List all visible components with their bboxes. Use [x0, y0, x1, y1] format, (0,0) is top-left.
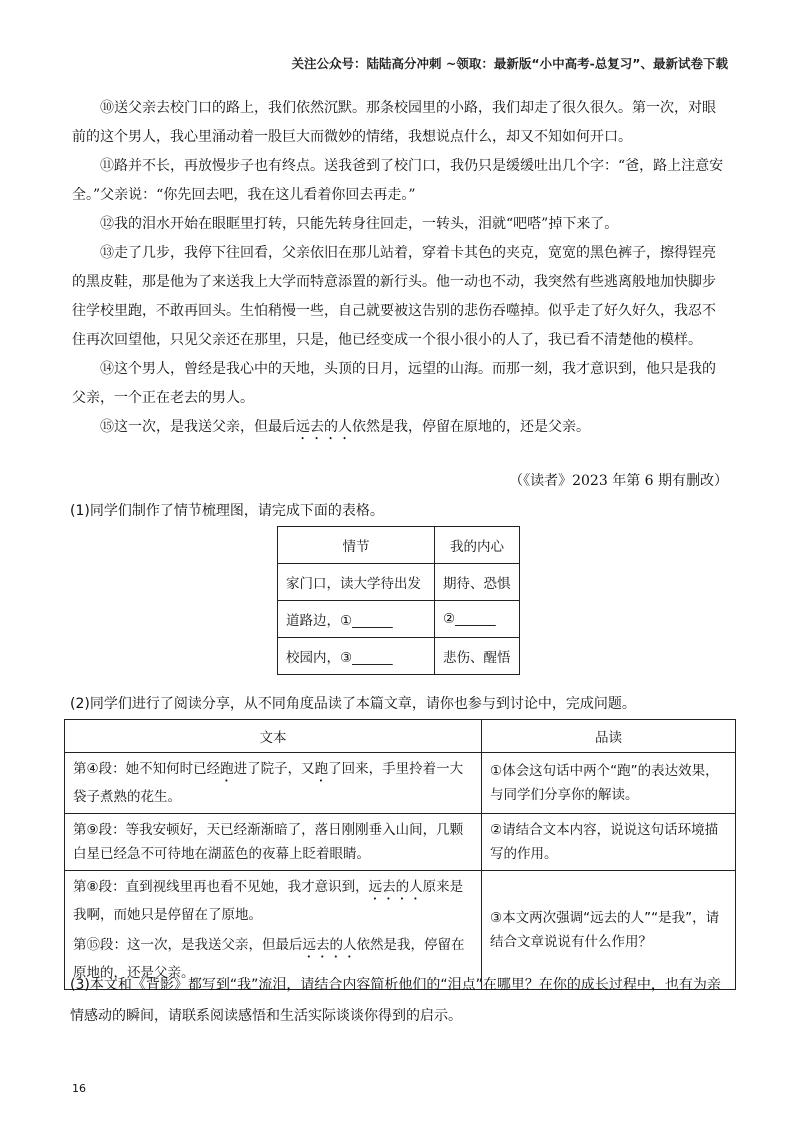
paragraph-14: ⑭这个男人，曾经是我心中的天地，头顶的日月，远望的山海。而那一刻，我才意识到，他只是我的父亲，一个正在老去的男人。 — [72, 361, 716, 406]
question-2-prompt: (2)同学们进行了阅读分享，从不同角度品读了本篇文章，请你也参与到讨论中，完成问题。 — [70, 696, 636, 712]
plot-header-feeling: 我的内心 — [435, 527, 520, 564]
reading-text-2: 第⑨段：等我安顿好，天已经渐渐暗了，落日刚刚垂入山间，几颗白星已经急不可待地在湖蓝色的夜幕上眨着眼睛。 — [65, 814, 482, 871]
p15-part-c: 依然是我，停留在原地的，还是父亲。 — [352, 419, 590, 435]
plot-header-plot: 情节 — [278, 527, 435, 564]
plot-cell-blank-1[interactable]: 道路边，①______ — [278, 601, 435, 638]
paragraph-11: ⑪路并不长，再放慢步子也有终点。送我爸到了校门口，我仍只是缓缓吐出几个字：“爸，路上注意安全。”父亲说：“你先回去吧，我在这儿看着你回去再走。” — [72, 158, 724, 203]
p15-part-a: ⑮这一次，是我送父亲，但最后 — [100, 419, 296, 435]
plot-cell: 家门口，读大学待出发 — [278, 564, 435, 601]
plot-cell: 悲伤、醒悟 — [435, 638, 520, 675]
reading-analysis-3: ③本文两次强调“远去的人”“是我”，请结合文章说说有什么作用？ — [482, 871, 736, 990]
plot-table — [277, 526, 520, 675]
reading-text-3a: 第⑧段：直到视线里再也看不见她，我才意识到，远去的人原来是我啊，而她只是停留在了原地。 — [73, 879, 464, 923]
reading-text-3b: 第⑮段：这一次，是我送父亲，但最后远去的人依然是我，停留在原地的，还是父亲。 — [73, 937, 465, 981]
page-number: 16 — [72, 1082, 86, 1095]
p15-emphasis: 远去的人 — [296, 419, 352, 435]
reading-table — [64, 719, 736, 990]
plot-cell-blank-2[interactable]: ②______ — [435, 601, 520, 638]
question-3: (3)本文和《背影》都写到“我”流泪，请结合内容简析他们的“泪点”在哪里？在你的成长过程中，也有为亲情感动的瞬间，请联系阅读感悟和生活实际谈谈你得到的启示。 — [70, 977, 721, 1024]
reading-text-1: 第④段：她不知何时已经跑进了院子，又跑了回来，手里拎着一大袋子煮熟的花生。 — [65, 753, 482, 814]
article-source: （《读者》2023 年第 6 期有删改） — [509, 473, 728, 489]
article-body — [72, 94, 728, 443]
reading-header-analysis: 品读 — [482, 720, 736, 753]
paragraph-12: ⑫我的泪水开始在眼眶里打转，只能先转身往回走，一转头，泪就“吧嗒”掉下来了。 — [100, 216, 619, 232]
reading-analysis-1: ①体会这句话中两个“跑”的表达效果，与同学们分享你的解读。 — [482, 753, 736, 814]
page-header: 关注公众号：陆陆高分冲刺 ~领取：最新版“小中高考-总复习”、最新试卷下载 — [291, 56, 728, 71]
plot-cell: 期待、恐惧 — [435, 564, 520, 601]
reading-analysis-2: ②请结合文本内容，说说这句话环境描写的作用。 — [482, 814, 736, 871]
question-1-prompt: (1)同学们制作了情节梳理图，请完成下面的表格。 — [70, 503, 384, 519]
paragraph-13: ⑬走了几步，我停下往回看，父亲依旧在那儿站着，穿着卡其色的夹克，宽宽的黑色裤子，擦得锃亮的黑皮鞋，那是他为了来送我上大学而特意添置的新行头。他一动也不动，我突然有些逃离般地加快脚步往学校里跑，不敢再回头。生怕稍慢一些，自己就要被这告别的悲伤吞噬掉。似乎走了好久好久，我忍不住再次回望他，只见父亲还在那里，只是，他已经变成一个很小很小的人了，我已看不清楚他的模样。 — [72, 245, 716, 348]
paragraph-15 — [72, 413, 728, 443]
plot-cell-blank-3[interactable]: 校园内，③______ — [278, 638, 435, 675]
reading-header-text: 文本 — [65, 720, 482, 753]
paragraph-10: ⑩送父亲去校门口的路上，我们依然沉默。那条校园里的小路，我们却走了很久很久。第一次，对眼前的这个男人，我心里涌动着一股巨大而微妙的情绪，我想说点什么，却又不知如何开口。 — [72, 100, 716, 145]
